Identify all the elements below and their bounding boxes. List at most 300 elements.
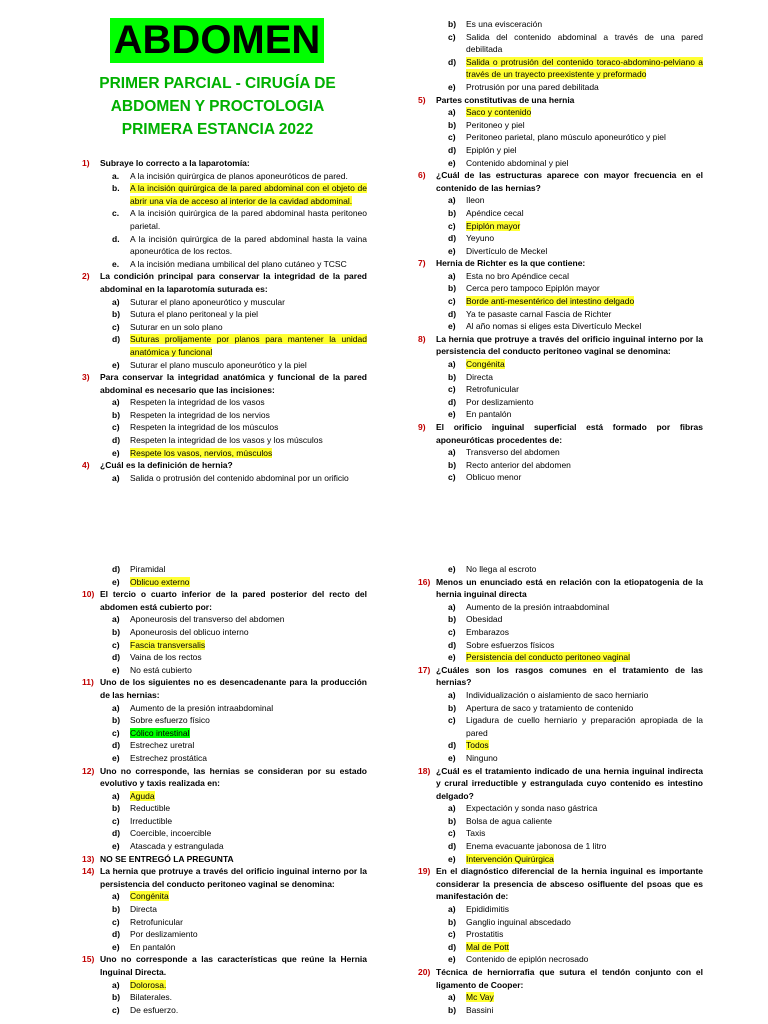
option-letter: e. — [112, 258, 120, 269]
answer-option — [82, 1004, 367, 1017]
question-number: 20) — [418, 967, 431, 977]
option-letter: b) — [448, 19, 457, 29]
answer-option — [418, 232, 703, 245]
option-letter: d) — [112, 334, 121, 345]
question — [82, 459, 367, 472]
answer-option — [418, 827, 703, 840]
answer-option — [418, 446, 703, 459]
question — [82, 765, 367, 790]
question — [82, 371, 367, 396]
option-text: Ya te pasaste carnal Fascia de Richter — [466, 308, 612, 319]
answer-option — [418, 220, 703, 233]
question-number: 1) — [82, 158, 90, 168]
option-text: A la incisión mediana umbilical del plano cutáneo y TCSC — [130, 258, 347, 269]
answer-option — [418, 56, 703, 81]
answer-option — [82, 626, 367, 639]
question — [82, 853, 367, 866]
option-letter: d) — [448, 639, 457, 650]
option-text-highlighted: Aguda — [130, 790, 155, 801]
option-text: Divertículo de Meckel — [466, 245, 548, 256]
page1-left-column — [82, 157, 367, 484]
option-letter: c) — [448, 132, 456, 143]
question — [418, 421, 703, 446]
answer-option — [82, 790, 367, 803]
option-text: Ileon — [466, 195, 485, 206]
option-letter: a) — [112, 472, 120, 483]
option-letter: c) — [112, 1004, 120, 1015]
option-letter: a) — [448, 270, 456, 281]
option-letter: e) — [112, 941, 120, 952]
option-letter: c) — [112, 727, 120, 738]
option-text: Directa — [466, 371, 493, 382]
question — [418, 664, 703, 689]
answer-option — [82, 296, 367, 309]
option-letter: a) — [448, 689, 456, 700]
question-text: ¿Cuáles son los rasgos comunes en el tratamiento de las hernias? — [436, 664, 703, 688]
option-letter: c) — [112, 815, 120, 826]
option-letter: e) — [448, 245, 456, 256]
option-text: Ninguno — [466, 752, 498, 763]
option-letter: b) — [448, 1004, 457, 1015]
option-text: Bolsa de agua caliente — [466, 815, 553, 826]
answer-option — [418, 815, 703, 828]
answer-option — [418, 81, 703, 94]
question-text: Partes constitutivas de una hernia — [436, 94, 575, 105]
option-letter: a) — [112, 702, 120, 713]
answer-option — [418, 714, 703, 739]
option-text-highlighted: Salida o protrusión del contenido toraco-abdomino-pelviano a través de un trayecto preexistente y preformado — [466, 56, 703, 80]
option-text: A la incisión quirúrgica de la pared abdominal hasta peritoneo parietal. — [130, 208, 367, 231]
answer-option — [418, 626, 703, 639]
answer-option — [82, 651, 367, 664]
option-letter: c) — [448, 296, 456, 307]
option-text-highlighted: Borde anti-mesentérico del intestino delgado — [466, 296, 635, 307]
answer-option — [82, 664, 367, 677]
option-text-highlighted: Cólico intestinal — [130, 727, 190, 738]
answer-option — [418, 613, 703, 626]
answer-option — [82, 941, 367, 954]
answer-option — [418, 651, 703, 664]
option-letter: a) — [448, 904, 456, 915]
question-number: 7) — [418, 258, 426, 269]
option-text: Epididimitis — [466, 904, 509, 915]
question-text: La condición principal para conservar la integridad de la pared abdominal en la laparotomía suturada es: — [100, 271, 367, 294]
option-letter: c) — [448, 384, 456, 395]
question-number: 3) — [82, 372, 90, 383]
option-text-highlighted: Dolorosa. — [130, 979, 167, 990]
option-letter: d) — [448, 941, 457, 952]
option-letter: a) — [448, 195, 456, 206]
option-text-highlighted: Persistencia del conducto peritoneo vaginal — [466, 652, 630, 663]
question-number: 14) — [82, 866, 95, 877]
option-letter: c) — [448, 220, 456, 231]
option-letter: d) — [112, 435, 121, 446]
option-text: Respeten la integridad de los vasos y los músculos — [130, 435, 323, 446]
answer-option — [418, 752, 703, 765]
document-title: ABDOMEN — [110, 18, 324, 63]
option-letter: e) — [112, 447, 120, 458]
answer-option — [82, 182, 367, 207]
question-text: Para conservar la integridad anatómica y funcional de la pared abdominal es necesario que las incisiones: — [100, 372, 367, 395]
option-letter: a) — [448, 601, 456, 612]
question-number: 4) — [82, 460, 90, 471]
subtitle-line: PRIMERA ESTANCIA 2022 — [121, 121, 314, 138]
option-text: Peritoneo y piel — [466, 119, 525, 130]
option-letter: e) — [448, 157, 456, 168]
option-letter: b) — [112, 803, 121, 814]
option-letter: a) — [448, 107, 456, 118]
option-text-highlighted: A la incisión quirúrgica de la pared abdominal con el objeto de abrir una vía de acceso al interior de la cavidad abdominal. — [130, 183, 367, 206]
option-letter: c) — [112, 916, 120, 927]
question-number: 12) — [82, 765, 95, 776]
option-letter: c) — [448, 828, 456, 839]
answer-option — [82, 207, 367, 232]
answer-option — [82, 233, 367, 258]
question — [418, 94, 703, 107]
option-letter: b) — [112, 409, 121, 420]
question-number: 15) — [82, 954, 95, 965]
option-text-highlighted: Suturas prolijamente por planos para mantener la unidad anatómica y funcional — [130, 334, 367, 357]
answer-option — [82, 576, 367, 589]
option-letter: b) — [448, 459, 457, 470]
option-letter: b) — [448, 614, 457, 625]
question-text: Hernia de Richter es la que contiene: — [436, 258, 586, 269]
answer-option — [82, 991, 367, 1004]
question-number: 13) — [82, 853, 95, 864]
option-letter: b) — [448, 702, 457, 713]
answer-option — [418, 689, 703, 702]
answer-option — [418, 802, 703, 815]
option-text: Enema evacuante jabonosa de 1 litro — [466, 841, 607, 852]
answer-option — [418, 282, 703, 295]
answer-option — [418, 358, 703, 371]
option-letter: b) — [112, 626, 121, 637]
option-text: Expectación y sonda naso gástrica — [466, 803, 598, 814]
option-letter: e) — [112, 841, 120, 852]
question-number: 11) — [82, 677, 94, 688]
option-text: Reductible — [130, 803, 171, 814]
option-text-highlighted: Mc Vay — [466, 992, 494, 1003]
answer-option — [82, 727, 367, 740]
question-number: 9) — [418, 422, 426, 432]
question-text: La hernia que protruye a través del orificio inguinal interno por la persistencia del conducto peritoneo vaginal se denomina: — [436, 333, 703, 357]
question-number: 5) — [418, 94, 426, 105]
option-text: Obesidad — [466, 614, 503, 625]
answer-option — [418, 471, 703, 484]
option-text: Epiplón y piel — [466, 144, 517, 155]
answer-option — [82, 890, 367, 903]
question-text: ¿Cuál es el tratamiento indicado de una hernia inguinal indirecta y crural irreductible y estrangulada cuyo contenido es intestino delgado? — [436, 765, 703, 801]
answer-option — [82, 359, 367, 372]
option-letter: e) — [448, 652, 456, 663]
option-text: Embarazos — [466, 626, 509, 637]
question — [82, 953, 367, 978]
option-text-highlighted: Todos — [466, 740, 489, 751]
option-letter: d) — [112, 564, 121, 574]
option-letter: d) — [112, 740, 121, 751]
answer-option — [418, 106, 703, 119]
option-text: Aponeurosis del transverso del abdomen — [130, 614, 285, 625]
answer-option — [418, 459, 703, 472]
question-text: El orificio inguinal superficial está formado por fibras aponeuróticas procedentes de: — [436, 422, 703, 445]
question-number: 10) — [82, 589, 95, 600]
option-text: En pantalón — [466, 409, 512, 420]
option-letter: e) — [112, 752, 120, 763]
answer-option — [418, 119, 703, 132]
answer-option — [418, 903, 703, 916]
option-letter: a) — [112, 891, 120, 902]
page1-right-column — [418, 18, 703, 484]
question-text: Menos un enunciado está en relación con la etiopatogenia de la hernia inguinal directa — [436, 576, 703, 600]
option-letter: c) — [448, 31, 456, 42]
question-number: 18) — [418, 765, 431, 776]
answer-option — [418, 739, 703, 752]
option-text-highlighted: Congénita — [130, 891, 169, 902]
option-text-highlighted: Epiplón mayor — [466, 220, 521, 231]
answer-option — [418, 131, 703, 144]
answer-option — [82, 321, 367, 334]
option-letter: a) — [448, 447, 456, 458]
question-text: Uno no corresponde a las características que reúne la Hernia Inguinal Directa. — [100, 954, 367, 977]
question — [418, 169, 703, 194]
option-text: Estrechez prostática — [130, 752, 208, 763]
option-text: Apéndice cecal — [466, 207, 524, 218]
option-letter: b) — [112, 715, 121, 726]
answer-option — [82, 827, 367, 840]
question-number: 19) — [418, 866, 431, 877]
option-letter: e) — [448, 321, 456, 332]
answer-option — [418, 144, 703, 157]
option-letter: c) — [112, 639, 120, 650]
question-text: NO SE ENTREGÓ LA PREGUNTA — [100, 853, 234, 864]
option-text: Estrechez uretral — [130, 740, 195, 751]
answer-option — [418, 18, 703, 31]
option-letter: a) — [112, 614, 120, 625]
option-text: Transverso del abdomen — [466, 447, 560, 458]
option-letter: b) — [112, 992, 121, 1003]
option-text: A la incisión quirúrgica de la pared abdominal hasta la vaina aponeurótica de los rectos. — [130, 233, 367, 257]
option-text: Directa — [130, 904, 157, 915]
question — [82, 865, 367, 890]
option-letter: b) — [448, 119, 457, 130]
option-text: Sutura el plano peritoneal y la piel — [130, 309, 259, 320]
option-text: Taxis — [466, 828, 486, 839]
option-letter: c) — [448, 472, 456, 483]
option-text: Respeten la integridad de los vasos — [130, 397, 265, 408]
answer-option — [418, 396, 703, 409]
answer-option — [82, 739, 367, 752]
answer-option — [418, 928, 703, 941]
answer-option — [418, 408, 703, 421]
option-letter: c. — [112, 208, 120, 219]
answer-option — [418, 31, 703, 56]
option-text: Aumento de la presión intraabdominal — [466, 601, 610, 612]
option-text: Respeten la integridad de los músculos — [130, 422, 279, 433]
option-letter: d) — [448, 233, 457, 244]
option-text: A la incisión quirúrgica de planos aponeuróticos de pared. — [130, 170, 348, 181]
question-text: Uno de los siguientes no es desencadenante para la producción de las hernias: — [100, 677, 367, 700]
answer-option — [82, 903, 367, 916]
question-text: ¿Cuál de las estructuras aparece con mayor frecuencia en el contenido de las hernias? — [436, 170, 703, 193]
answer-option — [418, 840, 703, 853]
option-text: Prostatitis — [466, 929, 504, 940]
answer-option — [82, 447, 367, 460]
option-text: No llega al escroto — [466, 564, 537, 574]
option-text: Suturar el plano aponeurótico y muscular — [130, 296, 285, 307]
option-letter: a) — [112, 397, 120, 408]
answer-option — [82, 421, 367, 434]
option-letter: d. — [112, 233, 120, 244]
subtitle-line: PRIMER PARCIAL - CIRUGÍA DE — [99, 75, 336, 92]
option-text: Vaina de los rectos — [130, 652, 202, 663]
answer-option — [418, 295, 703, 308]
answer-option — [82, 563, 367, 576]
option-text: Piramidal — [130, 564, 166, 574]
option-text-highlighted: Mal de Pott — [466, 941, 509, 952]
answer-option — [418, 991, 703, 1004]
option-letter: b) — [112, 904, 121, 915]
question-text: El tercio o cuarto inferior de la pared posterior del recto del abdomen está cubierto por: — [100, 589, 367, 612]
option-text: Por deslizamiento — [130, 929, 198, 940]
page2-left-column — [82, 563, 367, 1016]
option-letter: b) — [448, 916, 457, 927]
option-text: No está cubierto — [130, 664, 192, 675]
option-letter: a) — [448, 992, 456, 1003]
question — [418, 765, 703, 803]
question-number: 16) — [418, 576, 431, 587]
option-letter: b) — [448, 207, 457, 218]
option-letter: b) — [448, 283, 457, 294]
answer-option — [418, 207, 703, 220]
answer-option — [418, 941, 703, 954]
question — [82, 270, 367, 295]
question-text: La hernia que protruye a través del orificio inguinal interno por la persistencia del conducto peritoneo vaginal se denomina: — [100, 866, 367, 889]
option-letter: e) — [112, 664, 120, 675]
option-letter: a) — [448, 803, 456, 814]
option-text-highlighted: Oblicuo externo — [130, 576, 190, 587]
answer-option — [82, 802, 367, 815]
option-text-highlighted: Saco y contenido — [466, 107, 532, 118]
option-text: Protrusión por una pared debilitada — [466, 81, 599, 92]
option-text: Yeyuno — [466, 233, 495, 244]
option-letter: e) — [448, 853, 456, 864]
answer-option — [418, 194, 703, 207]
option-letter: e) — [448, 752, 456, 763]
question-text: Uno no corresponde, las hernias se consideran por su estado evolutivo y taxis realizada en: — [100, 765, 367, 789]
option-letter: d) — [112, 828, 121, 839]
answer-option — [418, 320, 703, 333]
option-text: Retrofunicular — [466, 384, 519, 395]
answer-option — [82, 752, 367, 765]
option-letter: c) — [448, 715, 456, 726]
option-text: Oblicuo menor — [466, 472, 522, 483]
option-text: Sobre esfuerzo físico — [130, 715, 210, 726]
question — [82, 588, 367, 613]
option-letter: c) — [448, 929, 456, 940]
answer-option — [418, 853, 703, 866]
answer-option — [418, 916, 703, 929]
question — [418, 257, 703, 270]
option-text: Es una evisceración — [466, 19, 543, 29]
answer-option — [418, 1004, 703, 1017]
question — [418, 576, 703, 601]
option-text: Suturar el plano musculo aponeurótico y la piel — [130, 359, 307, 370]
answer-option — [82, 916, 367, 929]
question — [82, 676, 367, 701]
option-letter: a) — [112, 790, 120, 801]
option-letter: b. — [112, 183, 120, 194]
answer-option — [418, 157, 703, 170]
answer-option — [418, 702, 703, 715]
option-letter: d) — [448, 308, 457, 319]
option-text: Por deslizamiento — [466, 396, 534, 407]
option-letter: c) — [112, 422, 120, 433]
option-text-highlighted: Respete los vasos, nervios, músculos — [130, 447, 273, 458]
option-text: Respeten la integridad de los nervios — [130, 409, 270, 420]
question-text: En el diagnóstico diferencial de la hernia inguinal es importante considerar la presencia de absceso osifluente del psoas que es manifestación de: — [436, 866, 703, 902]
option-text-highlighted: Intervención Quirúrgica — [466, 853, 554, 864]
answer-option — [418, 371, 703, 384]
question-text: Subraye lo correcto a la laparotomía: — [100, 158, 250, 168]
answer-option — [418, 383, 703, 396]
option-text-highlighted: Congénita — [466, 359, 505, 370]
option-letter: a) — [112, 296, 120, 307]
option-letter: d) — [448, 841, 457, 852]
option-text: Suturar en un solo plano — [130, 321, 223, 332]
question-number: 2) — [82, 271, 90, 282]
option-letter: e) — [112, 576, 120, 587]
answer-option — [418, 245, 703, 258]
option-letter: e) — [448, 81, 456, 92]
answer-option — [82, 815, 367, 828]
option-text: Aumento de la presión intraabdominal — [130, 702, 274, 713]
page2-right-column — [418, 563, 703, 1016]
answer-option — [82, 396, 367, 409]
option-text: Sobre esfuerzos físicos — [466, 639, 555, 650]
option-text: Esta no bro Apéndice cecal — [466, 270, 570, 281]
answer-option — [82, 702, 367, 715]
option-text: Cerca pero tampoco Epiplón mayor — [466, 283, 600, 294]
option-letter: d) — [448, 144, 457, 155]
option-text: Ganglio inguinal abscedado — [466, 916, 571, 927]
option-letter: b) — [112, 309, 121, 320]
answer-option — [418, 308, 703, 321]
option-text: Salida o protrusión del contenido abdominal por un orificio — [130, 472, 349, 483]
answer-option — [82, 639, 367, 652]
option-letter: d) — [448, 740, 457, 751]
question — [82, 157, 367, 170]
option-text: Ligadura de cuello herniario y preparación apropiada de la pared — [466, 715, 703, 738]
answer-option — [418, 601, 703, 614]
answer-option — [82, 434, 367, 447]
option-letter: d) — [112, 929, 121, 940]
question-number: 6) — [418, 170, 426, 181]
answer-option — [82, 714, 367, 727]
answer-option — [82, 979, 367, 992]
answer-option — [82, 409, 367, 422]
option-text: Contenido abdominal y piel — [466, 157, 569, 168]
option-letter: a. — [112, 170, 120, 181]
option-text: Peritoneo parietal, plano músculo aponeurótico y piel — [466, 132, 666, 143]
option-letter: e) — [112, 359, 120, 370]
option-letter: b) — [448, 371, 457, 382]
option-letter: c) — [448, 626, 456, 637]
option-letter: e) — [448, 564, 456, 574]
option-text: Al año nomas si eliges esta Divertículo Meckel — [466, 321, 642, 332]
option-text: Apertura de saco y tratamiento de contenido — [466, 702, 634, 713]
option-text: Bilaterales. — [130, 992, 173, 1003]
option-text: Contenido de epiplón necrosado — [466, 954, 589, 965]
